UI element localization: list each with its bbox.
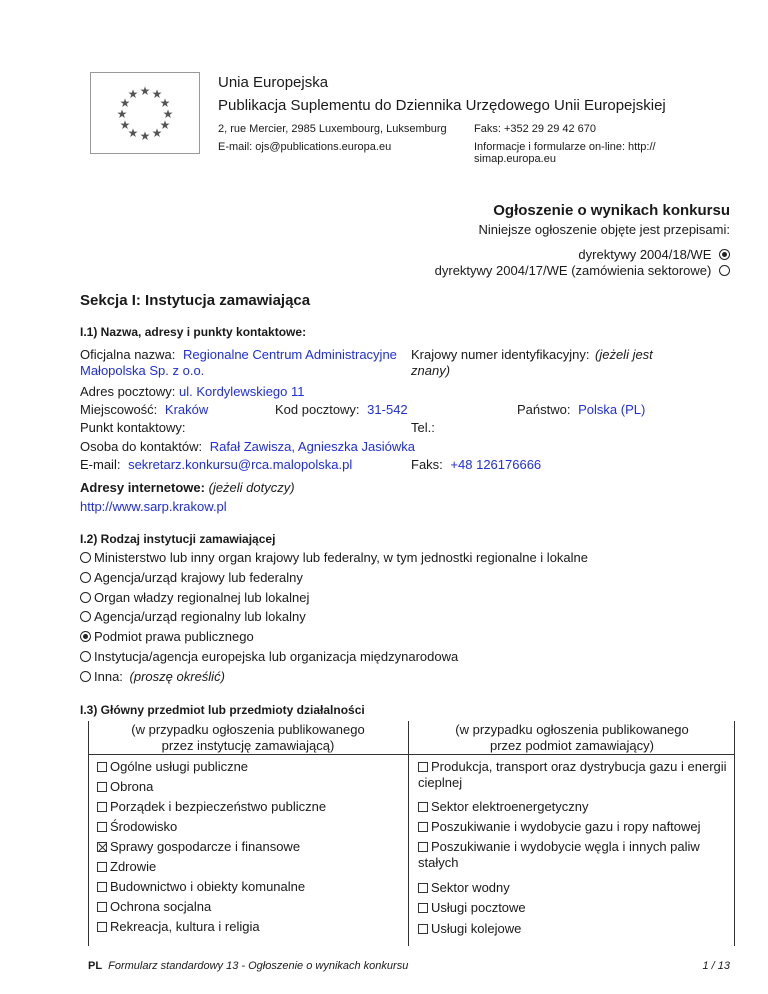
contact-person-row xyxy=(80,439,415,455)
checkbox-unchecked-icon[interactable] xyxy=(418,842,428,852)
directive-option-2-label: dyrektywy 2004/17/WE (zamówienia sektorowe) xyxy=(434,263,712,278)
city-value: Kraków xyxy=(164,402,209,417)
activity-left-item[interactable] xyxy=(97,779,153,795)
checkbox-unchecked-icon[interactable] xyxy=(97,782,107,792)
svg-text:★: ★ xyxy=(151,126,163,140)
checkbox-unchecked-icon[interactable] xyxy=(418,802,428,812)
checkbox-checked-icon[interactable] xyxy=(97,842,107,852)
activity-left-label: Ochrona socjalna xyxy=(110,899,212,914)
activity-right-label: Sektor wodny xyxy=(431,880,510,895)
fax-label: Faks: xyxy=(411,457,443,472)
checkbox-unchecked-icon[interactable] xyxy=(97,762,107,772)
authority-option[interactable] xyxy=(80,649,458,665)
activity-right-label: Usługi kolejowe xyxy=(431,921,522,936)
svg-text:★: ★ xyxy=(139,129,151,143)
activity-left-item[interactable] xyxy=(97,839,300,855)
official-name-label: Oficjalna nazwa: xyxy=(80,347,176,362)
svg-text:★: ★ xyxy=(139,84,151,98)
fax-value: +48 126176666 xyxy=(450,457,542,472)
person-label: Osoba do kontaktów: xyxy=(80,439,203,454)
radio-unchecked-icon[interactable] xyxy=(80,592,91,603)
i3-title: I.3) Główny przedmiot lub przedmioty działalności xyxy=(80,703,365,717)
activity-right-label: Sektor elektroenergetyczny xyxy=(431,799,589,814)
activity-left-item[interactable] xyxy=(97,879,305,895)
country-value: Polska (PL) xyxy=(578,402,646,417)
contact-point-label: Punkt kontaktowy: xyxy=(80,420,186,435)
footer-lang: PL xyxy=(88,960,103,972)
authority-option[interactable] xyxy=(80,550,588,566)
col-right-header-line2: przez podmiot zamawiający) xyxy=(489,738,654,753)
eu-stars-icon xyxy=(91,73,199,153)
checkbox-unchecked-icon[interactable] xyxy=(418,903,428,913)
checkbox-unchecked-icon[interactable] xyxy=(97,822,107,832)
postcode-row xyxy=(275,402,408,418)
radio-unchecked-icon[interactable] xyxy=(80,552,91,563)
svg-text:★: ★ xyxy=(119,118,131,132)
section-title: Sekcja I: Instytucja zamawiająca xyxy=(80,292,311,309)
postal-value: ul. Kordylewskiego 11 xyxy=(179,384,305,399)
activity-left-item[interactable] xyxy=(97,759,248,775)
authority-option[interactable] xyxy=(80,570,303,586)
email-row xyxy=(80,457,352,473)
activity-left-label: Zdrowie xyxy=(110,859,157,874)
postcode-value: 31-542 xyxy=(367,402,408,417)
country-row xyxy=(517,402,645,418)
directive-option-2[interactable] xyxy=(435,263,730,279)
checkbox-unchecked-icon[interactable] xyxy=(418,883,428,893)
col-right-header-line1: (w przypadku ogłoszenia publikowanego xyxy=(455,722,689,737)
directive-option-1-label: dyrektywy 2004/18/WE xyxy=(578,247,712,262)
radio-unchecked-icon[interactable] xyxy=(719,265,730,276)
radio-checked-icon[interactable] xyxy=(80,631,91,642)
table-header-divider xyxy=(88,754,735,755)
web-link[interactable]: http://www.sarp.krakow.pl xyxy=(80,499,227,514)
header-info-line1: Informacje i formularze on-line: http:// xyxy=(474,141,656,153)
svg-text:★: ★ xyxy=(127,87,139,101)
activity-right-item[interactable] xyxy=(418,880,730,896)
email-value[interactable]: sekretarz.konkursu@rca.malopolska.pl xyxy=(128,457,353,472)
official-name-line1: Regionalne Centrum Administracyjne xyxy=(183,347,397,362)
web-row xyxy=(80,480,295,496)
activity-left-label: Sprawy gospodarcze i finansowe xyxy=(110,839,301,854)
activity-right-item[interactable] xyxy=(418,819,730,835)
authority-option[interactable] xyxy=(80,590,309,606)
radio-unchecked-icon[interactable] xyxy=(80,611,91,622)
authority-option-label: Agencja/urząd krajowy lub federalny xyxy=(94,570,303,585)
fax-row xyxy=(411,457,541,473)
checkbox-unchecked-icon[interactable] xyxy=(97,902,107,912)
activity-left-item[interactable] xyxy=(97,799,326,815)
col-left-header xyxy=(90,722,406,754)
web-note: (jeżeli dotyczy) xyxy=(208,480,295,495)
activity-left-label: Rekreacja, kultura i religia xyxy=(110,919,260,934)
authority-option-label: Inna: xyxy=(94,669,123,684)
notice-title: Ogłoszenie o wynikach konkursu xyxy=(493,202,730,219)
email-label: E-mail: xyxy=(80,457,121,472)
authority-option-label: Podmiot prawa publicznego xyxy=(94,629,254,644)
activity-left-label: Środowisko xyxy=(110,819,178,834)
authority-option-label: Instytucja/agencja europejska lub organizacja międzynarodowa xyxy=(94,649,459,664)
i2-title: I.2) Rodzaj instytucji zamawiającej xyxy=(80,532,276,546)
checkbox-unchecked-icon[interactable] xyxy=(418,924,428,934)
activity-right-item[interactable] xyxy=(418,759,730,791)
authority-option[interactable] xyxy=(80,669,225,685)
person-value: Rafał Zawisza, Agnieszka Jasiówka xyxy=(209,439,415,454)
authority-option-label: Ministerstwo lub inny organ krajowy lub federalny, w tym jednostki regionalne i lokalne xyxy=(94,550,588,565)
radio-checked-icon[interactable] xyxy=(719,249,730,260)
col-left-header-line2: przez instytucję zamawiającą) xyxy=(161,738,335,753)
authority-option-label: Agencja/urząd regionalny lub lokalny xyxy=(94,609,306,624)
svg-text:★: ★ xyxy=(119,96,131,110)
country-label: Państwo: xyxy=(517,402,571,417)
header-fax: Faks: +352 29 29 42 670 xyxy=(474,123,597,135)
col-left-header-line1: (w przypadku ogłoszenia publikowanego xyxy=(131,722,365,737)
activity-left-label: Ogólne usługi publiczne xyxy=(110,759,249,774)
activity-left-item[interactable] xyxy=(97,859,156,875)
notice-subtitle: Niniejsze ogłoszenie objęte jest przepisami: xyxy=(478,222,730,237)
checkbox-unchecked-icon[interactable] xyxy=(97,922,107,932)
header-org: Unia Europejska xyxy=(218,74,329,91)
radio-unchecked-icon[interactable] xyxy=(80,651,91,662)
activity-right-item[interactable] xyxy=(418,839,730,871)
activity-left-label: Obrona xyxy=(110,779,154,794)
col-right-header xyxy=(410,722,734,754)
directive-option-1[interactable] xyxy=(578,247,730,263)
svg-text:★: ★ xyxy=(159,118,171,132)
svg-text:★: ★ xyxy=(159,96,171,110)
header-email: E-mail: ojs@publications.europa.eu xyxy=(218,141,392,153)
authority-option[interactable] xyxy=(80,609,306,625)
activity-right-label: Produkcja, transport oraz dystrybucja gazu i energii cieplnej xyxy=(418,759,727,790)
authority-option[interactable] xyxy=(80,629,254,645)
svg-text:★: ★ xyxy=(116,107,128,121)
header-publication: Publikacja Suplementu do Dziennika Urzędowego Unii Europejskiej xyxy=(218,97,666,114)
checkbox-unchecked-icon[interactable] xyxy=(418,822,428,832)
svg-text:★: ★ xyxy=(151,87,163,101)
footer-form: Formularz standardowy 13 - Ogłoszenie o wynikach konkursu xyxy=(108,960,409,972)
radio-unchecked-icon[interactable] xyxy=(80,671,91,682)
activity-left-label: Porządek i bezpieczeństwo publiczne xyxy=(110,799,327,814)
activity-right-item[interactable] xyxy=(418,921,730,937)
city-row xyxy=(80,402,208,418)
activity-right-label: Poszukiwanie i wydobycie węgla i innych paliw stałych xyxy=(418,839,700,870)
checkbox-unchecked-icon[interactable] xyxy=(418,762,428,772)
tel-label: Tel.: xyxy=(411,420,435,435)
checkbox-unchecked-icon[interactable] xyxy=(97,862,107,872)
eu-flag-logo xyxy=(90,72,200,154)
official-name-line2: Małopolska Sp. z o.o. xyxy=(80,363,205,378)
postcode-label: Kod pocztowy: xyxy=(275,402,360,417)
header-info-line2: simap.europa.eu xyxy=(474,153,556,165)
activity-right-label: Usługi pocztowe xyxy=(431,900,526,915)
postal-label: Adres pocztowy: xyxy=(80,384,176,399)
footer-page: 1 / 13 xyxy=(702,960,730,972)
national-id-note2: znany) xyxy=(411,363,451,378)
svg-text:★: ★ xyxy=(162,107,174,121)
activity-right-item[interactable] xyxy=(418,799,730,815)
activity-left-item[interactable] xyxy=(97,919,260,935)
other-note: (proszę określić) xyxy=(129,669,225,684)
checkbox-unchecked-icon[interactable] xyxy=(97,882,107,892)
postal-row xyxy=(80,384,305,400)
svg-text:★: ★ xyxy=(127,126,139,140)
footer xyxy=(88,960,408,972)
i1-title: I.1) Nazwa, adresy i punkty kontaktowe: xyxy=(80,325,307,339)
national-id-note1: (jeżeli jest xyxy=(595,347,653,362)
activity-right-item[interactable] xyxy=(418,900,730,916)
official-name-row xyxy=(80,347,397,363)
activity-left-label: Budownictwo i obiekty komunalne xyxy=(110,879,306,894)
activity-right-label: Poszukiwanie i wydobycie gazu i ropy naftowej xyxy=(431,819,701,834)
radio-unchecked-icon[interactable] xyxy=(80,572,91,583)
activity-left-item[interactable] xyxy=(97,819,177,835)
header-address: 2, rue Mercier, 2985 Luxembourg, Luksemburg xyxy=(218,123,447,135)
authority-option-label: Organ władzy regionalnej lub lokalnej xyxy=(94,590,310,605)
national-id-label: Krajowy numer identyfikacyjny: xyxy=(411,347,590,362)
checkbox-unchecked-icon[interactable] xyxy=(97,802,107,812)
web-label: Adresy internetowe: xyxy=(80,480,205,495)
city-label: Miejscowość: xyxy=(80,402,158,417)
activity-left-item[interactable] xyxy=(97,899,211,915)
